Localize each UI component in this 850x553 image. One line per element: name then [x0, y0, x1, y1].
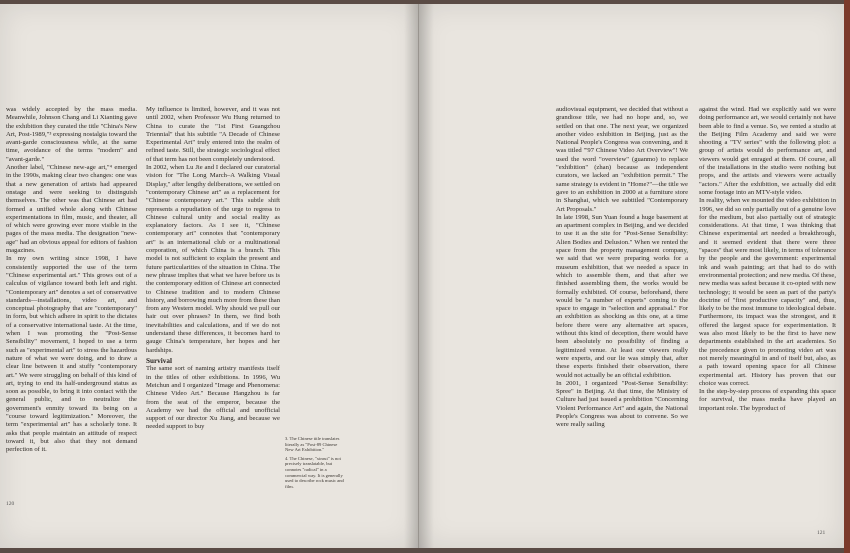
- right-column-1: [556, 106, 688, 526]
- paragraph: In the step-by-step process of expanding this space for survival, the mass media have played an important role. The byproduct of: [699, 388, 836, 412]
- paragraph: In late 1998, Sun Yuan found a huge basement at an apartment complex in Beijing, and we decided to use it as the site for "Post-Sense Sensibility: Alien Bodies and Delusion." When we rented the space from the property management company, we said that we were preparing works for a museum exhibition, that we needed a space in which to assemble them, and that after we finished assembling them, the works would be formally exhibited. Of course, beforehand, there would be "a number of experts" coming to the space to engage in "selection and appraisal." For an exhibition as shocking as this one, at a time before there were any alternative art spaces, without this kind of deception, there would have been absolutely no possibility of finding a legitimized venue. At least our viewers really were experts, and our lie was simply that, after these experts finished their observation, there would not actually be an official exhibition.: [556, 213, 688, 379]
- right-column-2: [699, 106, 836, 526]
- right-page: [419, 4, 845, 548]
- left-column-2: [146, 106, 280, 516]
- paragraph: was widely accepted by the mass media. Meanwhile, Johnson Chang and Li Xianting gave the exhibition they curated the title "China's New Art, Post-1989,"³ expressing nostalgia toward the avant-garde consciousness while, at the same time, avoidance of the terms "modern" and "avant-garde.": [6, 106, 137, 163]
- paragraph: In my own writing since 1998, I have consistently supported the use of the term "Chinese experimental art." This grows out of a calculus of vigilance toward both left and right. "Contemporary art" denotes a set of conservative standards—installations, video art, and conceptual photography that are "contemporary" in form, but which adhere in spirit to the dictates of a conservative international taste. At the time, when I was promoting the "Post-Sense Sensibility" movement, I hoped to use a term such as "experimental art" to stress the hazardous nature of what we were doing, and to draw a clear line between it and stuffy "contemporary art." We were struggling on behalf of this kind of art, trying to end its half-underground status as soon as possible, to bring it into contact with the general public, and to neutralize the government's enmity toward its being on a "course toward legitimization." Moreover, the term "experimental art" has a scholarly tone. It asks that people maintain an attitude of respect toward it, but also that they not demand perfection of it.: [6, 255, 137, 454]
- paragraph: In reality, when we mounted the video exhibition in 1996, we did so only partially out of a genuine love for the medium, but also partially out of strategic considerations. At that time, I was thinking that Chinese experimental art needed a breakthrough, and it seemed evident that there were three "spaces" that were most likely, in terms of tolerance by the people and the government: experimental ink and wash painting; art that had to do with environmental protection; and new media. Of these, new media was safest because it co-opted with new technology; it would be seen as part of the party's doctrine of "first productive capacity" and, thus, likely to be the most immune to ideological debate. Furthermore, its impact was the strongest, and it offered the largest space for experimentation. It was also most likely to be the first to have new departments established in the art academies. So the precedence given to promoting video art was not merely meaningful in and of itself but, also, as a path toward opening space for all Chinese experimental art. History has proven that our choice was correct.: [699, 197, 836, 387]
- left-page: [0, 4, 419, 548]
- book-cover-edge: [844, 0, 850, 553]
- page-number-right: 121: [817, 530, 826, 536]
- left-column-1: [6, 106, 137, 506]
- paragraph: In 2001, I organized "Post-Sense Sensibility: Spree" in Beijing. At that time, the Ministry of Culture had just issued a prohibition "Concerning Violent Performance Art" and again, the National People's Congress was about to convene. So we were really sailing: [556, 379, 688, 429]
- footnote: 3. The Chinese title translates literally as "Post-89 Chinese New Art Exhibition.": [285, 436, 340, 453]
- paragraph: My influence is limited, however, and it was not until 2002, when Professor Wu Hung returned to China to curate the "1st First Guangzhou Triennial" that his subtitle "A Decade of Chinese Experimental Art" truly entered into the realm of refined taste. Still, the strategic sociological effect of that term has not been completely understood.: [146, 106, 280, 163]
- paragraph: In 2002, when Lu Jie and I declared our curatorial vision for "The Long March–A Walking Visual Display," after lengthy deliberations, we settled on "contemporary Chinese art" as a replacement for "Chinese contemporary art." This subtle shift represents a repudiation of the urge to regress to Chinese cultural unity and social reality as explanatory factors. As I see it, "Chinese contemporary art" connotes that "contemporary art" is an international club or a multinational corporation, of which China is a branch. This model is not sufficient to explain the present and future particularities of the situation in China. The new phrase implies that what we have before us is the contemporary edition of Chinese art connected to Chinese tradition and to modern Chinese history, and borrowing much more from these than from any Western model. Why should we pull our hair out over phrases? In them, we find both inevitabilities and calculations, and if we do not understand these differences, it becomes hard to gauge China's temperature, her hopes and her hardships.: [146, 164, 280, 354]
- paragraph: The same sort of naming artistry manifests itself in the titles of other exhibitions. In 1996, Wu Meichun and I organized "Image and Phenomena: Chinese Video Art." Because Hangzhou is far from the seat of the emperor, because the Academy we had the official and unofficial support of our director Xu Jiang, and because we needed support to buy: [146, 365, 280, 431]
- paragraph: audiovisual equipment, we decided that without a grandiose title, we had no hope and, so, we settled on that one. The next year, we organized another video exhibition in Beijing, just as the National People's Congress was convening, and it was titled "'97 Chinese Video Art Overview"! We used the word "overview" (guanmo) to replace "exhibition" (zhan) because as independent curators, we lacked an "exhibition permit." The same strategy is evident in "Home?"—the title we gave to an exhibition in 2000 at a furniture store in Shanghai, which we subtitled "Contemporary Art Proposals.": [556, 106, 688, 213]
- footnote: 4. The Chinese, "xinrui" is not precisely translatable, but connotes "radical" in a commercial way. It is generally used to describe rock music and film.: [285, 455, 344, 489]
- paragraph: against the wind. Had we explicitly said we were doing performance art, we would certainly not have been able to find a venue. So, we rented a studio at the Beijing Film Academy and said we were shooting a "TV series" with the following plot: a group of artists would do performance art, and viewers would get enraged at them. Of course, all of the installations in the studio were nothing but props, and the artists and viewers were actually "actors." After the exhibition, we actually did edit some footage into an MTV-style video.: [699, 106, 836, 196]
- section-heading-survival: Survival: [146, 356, 172, 365]
- page-number-left: 120: [6, 501, 15, 507]
- paragraph: Another label, "Chinese new-age art,"⁴ emerged in the 1990s, making clear two changes: one was that a new generation of artists had appeared onstage and were seeking to distinguish themselves. The other was that Chinese art had formed a unified whole along with Chinese experimentations in film, music, and theater, all of which were growing ever more visible in the pages of the mass media. The designation "new-age" had an obvious appeal for editors of fashion magazines.: [6, 164, 137, 255]
- footnotes: [285, 436, 347, 516]
